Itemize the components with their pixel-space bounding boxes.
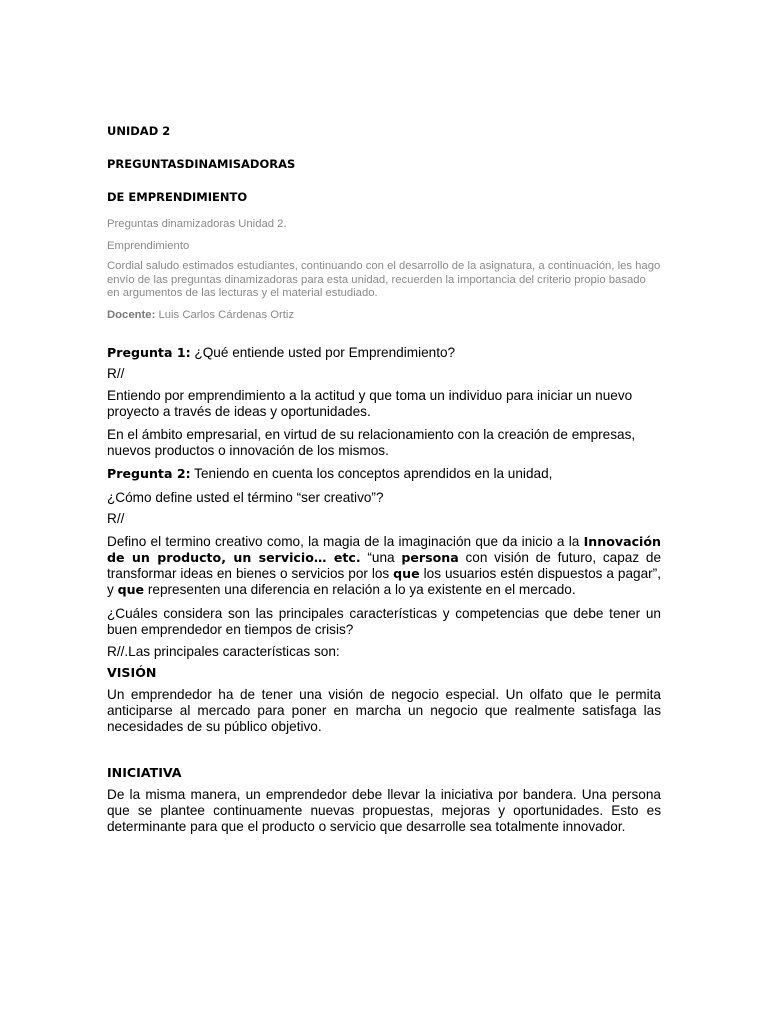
answer-1-paragraph-1: Entiendo por emprendimiento a la actitud y que toma un individuo para iniciar un nuevo proyecto a través de ideas y oportunidades. — [107, 388, 633, 419]
answer-1-paragraph-2: En el ámbito empresarial, en virtud de su relacionamiento con la creación de empresas, nuevos productos o innovación de los mismos. — [107, 427, 636, 458]
answer-2-part-2: “una — [360, 550, 402, 565]
answer-2-bold-4: que — [117, 582, 145, 597]
iniciativa-paragraph: De la misma manera, un emprendedor debe llevar la iniciativa por bandera. Una persona que se plantee continuamente nuevas propuestas, mejoras y oportunidades. Esto es determinante para que el producto o servicio que desarrolle sea totalmente innovador. — [107, 787, 661, 834]
document-page — [107, 124, 661, 835]
answer-2-bold-1: Innovación de un producto, un servicio… etc. — [107, 534, 661, 565]
question-3: ¿Cuáles considera son las principales características y competencias que debe tener un buen emprendedor en tiempos de crisis? — [107, 606, 661, 637]
answer-2-marker: R// — [107, 511, 125, 526]
answer-3-intro: R//.Las principales características son: — [107, 644, 340, 659]
answer-2-part-3: con visión de futuro, capaz de transformar ideas en bienes o servicios por los — [107, 550, 662, 581]
docente-name: Luis Carlos Cárdenas Ortiz — [155, 308, 295, 321]
question-1-label: Pregunta 1: — [107, 345, 191, 360]
question-2 — [107, 466, 661, 482]
vision-paragraph: Un emprendedor ha de tener una visión de negocio especial. Un olfato que le permita anticiparse al mercado para poner en marcha un negocio que realmente satisfaga las necesidades de su público objetivo. — [107, 687, 661, 734]
section-vision-label: VISIÓN — [107, 665, 157, 680]
answer-2-part-5: representen una diferencia en relación a lo ya existente en el mercado. — [144, 582, 576, 597]
unit-heading: UNIDAD 2 — [107, 124, 171, 138]
section-iniciativa-heading — [107, 765, 661, 781]
intro-title: Preguntas dinamizadoras Unidad 2. — [107, 218, 287, 230]
question-2-sub: ¿Cómo define usted el término “ser creativo”? — [107, 490, 384, 505]
intro-subject: Emprendimiento — [107, 239, 190, 252]
section-iniciativa-label: INICIATIVA — [107, 765, 182, 780]
topic-heading: DE EMPRENDIMIENTO — [107, 190, 248, 204]
question-1 — [107, 345, 661, 361]
answer-2-part-4: los usuarios estén dispuestos a pagar”, y — [107, 566, 661, 597]
section-vision-heading — [107, 665, 661, 681]
questions-heading: PREGUNTASDINAMISADORAS — [107, 157, 296, 171]
answer-2-bold-2: persona — [401, 550, 459, 565]
question-1-text: ¿Qué entiende usted por Emprendimiento? — [190, 345, 456, 360]
docente-label: Docente: — [107, 308, 156, 321]
intro-text: Cordial saludo estimados estudiantes, continuando con el desarrollo de la asignatura, a continuación, les hago envío de las preguntas dinamizadoras para esta unidad, recuerden la importancia del criterio propio basado en argumentos de las lecturas y el material estudiado. — [107, 260, 661, 299]
answer-2-part-1: Defino el termino creativo como, la magia de la imaginación que da inicio a la — [107, 534, 584, 549]
question-2-text: Teniendo en cuenta los conceptos aprendidos en la unidad, — [190, 466, 553, 481]
question-2-label: Pregunta 2: — [107, 466, 191, 481]
answer-2-paragraph — [107, 534, 661, 598]
answer-1-marker: R// — [107, 366, 125, 381]
docente-line — [107, 309, 661, 323]
answer-2-bold-3: que — [393, 566, 420, 581]
